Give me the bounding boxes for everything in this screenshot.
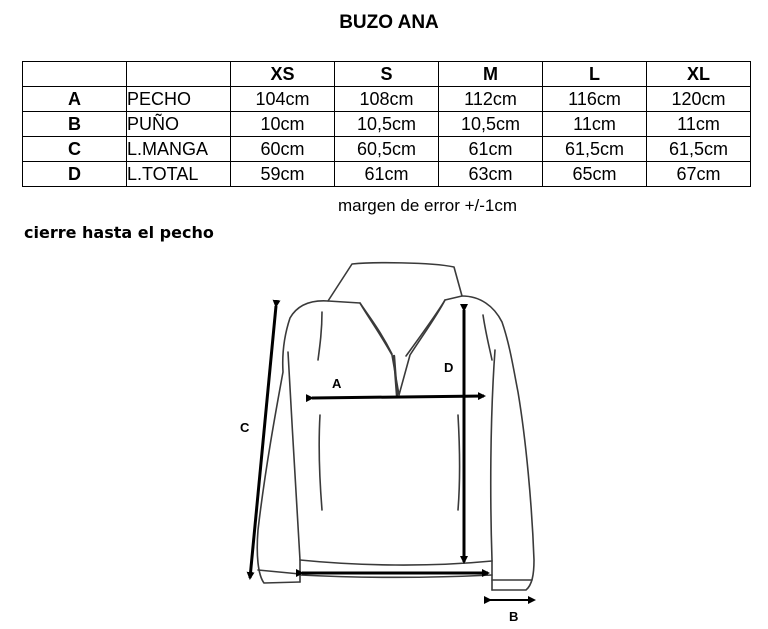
header-size: XS — [231, 62, 335, 87]
sweater-outline — [257, 263, 534, 590]
row-label: PECHO — [127, 87, 231, 112]
cell-value: 104cm — [231, 87, 335, 112]
row-code: A — [23, 87, 127, 112]
cell-value: 61,5cm — [543, 137, 647, 162]
cell-value: 60cm — [231, 137, 335, 162]
label-b: B — [509, 609, 519, 624]
cell-value: 67cm — [647, 162, 751, 187]
cell-value: 120cm — [647, 87, 751, 112]
sleeve-arrow — [250, 306, 276, 578]
row-label: L.MANGA — [127, 137, 231, 162]
row-code: C — [23, 137, 127, 162]
header-size: L — [543, 62, 647, 87]
row-code: B — [23, 112, 127, 137]
cell-value: 10,5cm — [439, 112, 543, 137]
chest-arrow — [312, 396, 484, 398]
header-size: S — [335, 62, 439, 87]
label-d: D — [444, 360, 454, 375]
header-size: XL — [647, 62, 751, 87]
cell-value: 11cm — [543, 112, 647, 137]
cell-value: 10,5cm — [335, 112, 439, 137]
header-size: M — [439, 62, 543, 87]
zip-note: cierre hasta el pecho — [24, 223, 214, 242]
cell-value: 11cm — [647, 112, 751, 137]
page-title: BUZO ANA — [339, 12, 439, 33]
margin-note: margen de error +/-1cm — [338, 196, 518, 215]
cell-value: 60,5cm — [335, 137, 439, 162]
cell-value: 108cm — [335, 87, 439, 112]
cell-value: 63cm — [439, 162, 543, 187]
row-label: PUÑO — [127, 112, 231, 137]
row-code: D — [23, 162, 127, 187]
cell-value: 59cm — [231, 162, 335, 187]
label-a: A — [332, 376, 342, 391]
cell-value: 61cm — [439, 137, 543, 162]
row-label: L.TOTAL — [127, 162, 231, 187]
cell-value: 65cm — [543, 162, 647, 187]
cell-value: 61,5cm — [647, 137, 751, 162]
cell-value: 112cm — [439, 87, 543, 112]
cell-value: 61cm — [335, 162, 439, 187]
label-c: C — [240, 420, 250, 435]
cell-value: 10cm — [231, 112, 335, 137]
cell-value: 116cm — [543, 87, 647, 112]
